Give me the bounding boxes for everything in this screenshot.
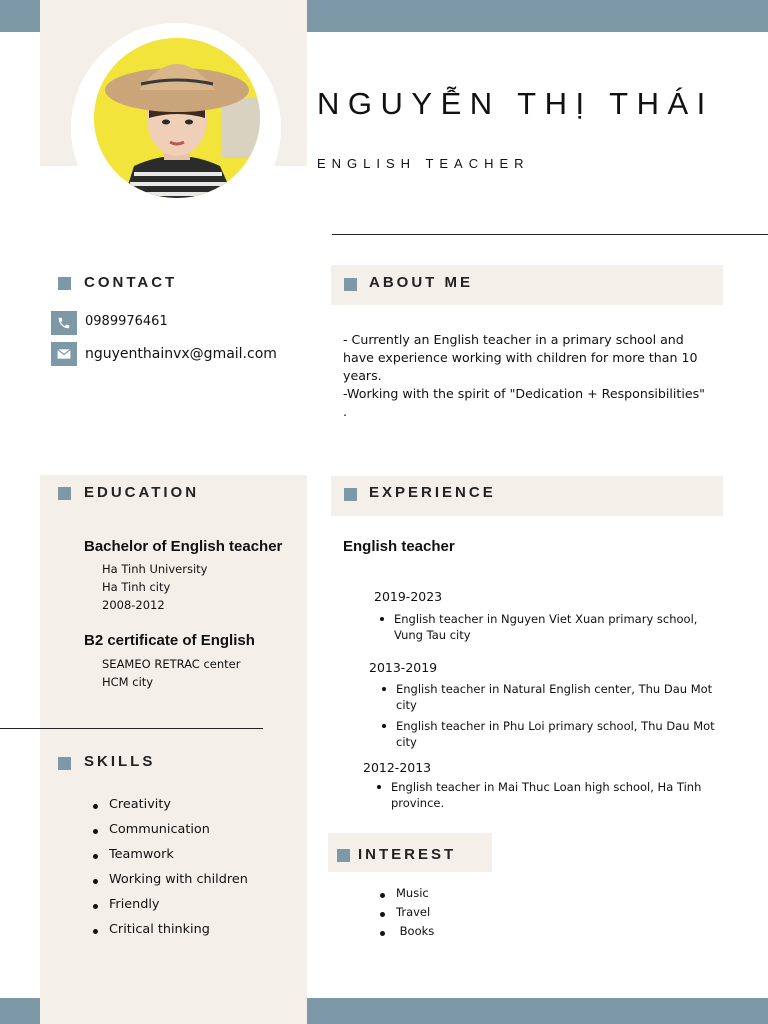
about-line: years.	[343, 368, 382, 383]
skills-list	[109, 797, 248, 947]
header-divider	[332, 234, 768, 235]
experience-years: 2013-2019	[369, 660, 438, 675]
skill-item: Working with children	[109, 872, 248, 897]
phone-icon	[51, 311, 77, 335]
interest-title: INTEREST	[358, 846, 457, 863]
experience-years: 2019-2023	[374, 589, 443, 604]
interest-item: Books	[396, 924, 434, 943]
about-line: have experience working with children for more than 10	[343, 350, 698, 365]
degree-title: Bachelor of English teacher	[84, 538, 283, 555]
experience-years: 2012-2013	[363, 760, 432, 775]
experience-entry	[394, 611, 697, 643]
about-title: ABOUT ME	[369, 274, 473, 291]
experience-entry	[391, 779, 701, 811]
skill-item: Critical thinking	[109, 922, 248, 947]
contact-section-marker	[58, 277, 71, 290]
interest-list	[396, 886, 434, 943]
candidate-role: ENGLISH TEACHER	[317, 156, 530, 171]
about-text	[343, 331, 723, 421]
about-section-marker	[344, 278, 357, 291]
mail-icon	[51, 342, 77, 366]
about-line: - Currently an English teacher in a primary school and	[343, 332, 684, 347]
entry-line: city	[396, 735, 417, 749]
candidate-name: NGUYỄN THỊ THÁI	[317, 86, 714, 121]
about-line: -Working with the spirit of "Dedication + Responsibilities"	[343, 386, 705, 401]
entry-line: English teacher in Phu Loi primary school, Thu Dau Mot	[396, 719, 715, 733]
bottom-bar-right	[307, 998, 768, 1024]
experience-title: EXPERIENCE	[369, 484, 496, 501]
top-bar-left	[0, 0, 40, 32]
interest-section-marker	[337, 849, 350, 862]
entry-line: English teacher in Nguyen Viet Xuan primary school,	[394, 612, 698, 626]
entry-line: English teacher in Mai Thuc Loan high school, Ha Tinh	[391, 780, 702, 794]
education-section-marker	[58, 487, 71, 500]
phone-number: 0989976461	[85, 314, 168, 329]
skills-section-marker	[58, 757, 71, 770]
entry-line: Vung Tau city	[394, 628, 471, 642]
experience-section-marker	[344, 488, 357, 501]
portrait-illustration	[94, 38, 260, 198]
degree-title: B2 certificate of English	[84, 632, 255, 649]
skill-item: Communication	[109, 822, 248, 847]
education-title: EDUCATION	[84, 484, 200, 501]
entry-line: city	[396, 698, 417, 712]
email-address[interactable]: nguyenthainvx@gmail.com	[85, 346, 277, 362]
sidebar-divider	[0, 728, 263, 729]
experience-entry	[396, 681, 712, 713]
degree-detail: SEAMEO RETRAC center	[102, 657, 241, 671]
contact-title: CONTACT	[84, 274, 178, 291]
degree-detail: 2008-2012	[102, 598, 165, 612]
interest-item: Music	[396, 886, 434, 905]
bottom-bar-left	[0, 998, 40, 1024]
skills-title: SKILLS	[84, 753, 156, 770]
degree-detail: Ha Tinh city	[102, 580, 171, 594]
experience-position: English teacher	[343, 538, 455, 555]
degree-detail: HCM city	[102, 675, 154, 689]
about-line: .	[343, 404, 348, 419]
degree-detail: Ha Tinh University	[102, 562, 208, 576]
entry-line: English teacher in Natural English center, Thu Dau Mot	[396, 682, 713, 696]
skill-item: Teamwork	[109, 847, 248, 872]
skill-item: Creativity	[109, 797, 248, 822]
interest-item: Travel	[396, 905, 434, 924]
top-bar-right	[307, 0, 768, 32]
entry-line: province.	[391, 796, 445, 810]
profile-photo	[94, 38, 260, 198]
skill-item: Friendly	[109, 897, 248, 922]
experience-entry	[396, 718, 715, 750]
